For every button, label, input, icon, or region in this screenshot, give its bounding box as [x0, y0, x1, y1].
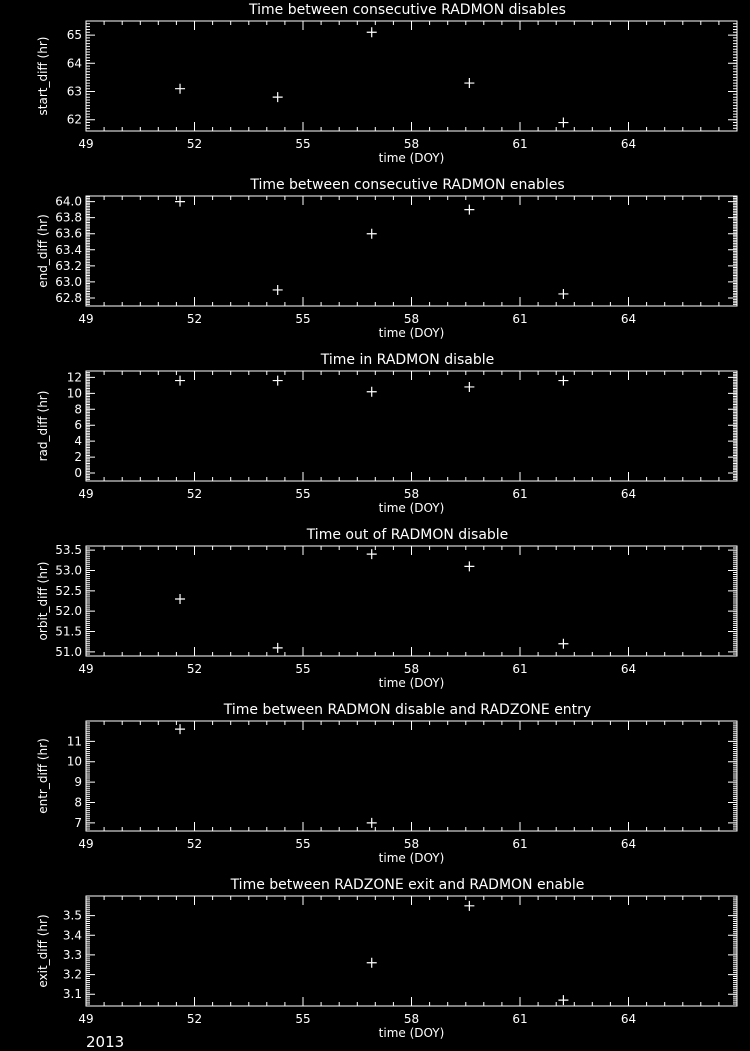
- y-tick-label: 51.5: [55, 624, 82, 639]
- y-tick-label: 52.0: [55, 604, 82, 619]
- data-point: [273, 643, 283, 653]
- y-tick-label: 10: [66, 386, 82, 401]
- y-tick-label: 3.2: [62, 967, 82, 982]
- x-axis-label: time (DOY): [378, 851, 445, 865]
- data-point: [175, 376, 185, 386]
- y-tick-label: 0: [74, 466, 82, 481]
- y-tick-label: 64.0: [55, 194, 82, 209]
- y-tick-label: 53.0: [55, 563, 82, 578]
- x-tick-label: 61: [512, 137, 528, 151]
- x-tick-label: 64: [620, 312, 637, 326]
- data-point: [175, 594, 185, 604]
- y-minor-ticks: [86, 896, 737, 1006]
- y-tick-label: 63.0: [55, 274, 82, 289]
- x-axis-label: time (DOY): [378, 151, 445, 165]
- data-point: [558, 118, 568, 128]
- x-minor-ticks: [86, 546, 737, 656]
- x-tick-label: 49: [78, 487, 94, 501]
- data-point: [367, 818, 377, 828]
- x-minor-ticks: [86, 896, 737, 1006]
- y-minor-ticks: [86, 721, 737, 831]
- data-point: [464, 382, 474, 392]
- y-tick-label: 51.0: [55, 644, 82, 659]
- y-tick-label: 63.4: [55, 242, 82, 257]
- y-tick-label: 53.5: [55, 543, 82, 558]
- chart-title: Time out of RADMON disable: [306, 527, 509, 543]
- y-tick-label: 3.3: [62, 947, 82, 962]
- chart-title: Time in RADMON disable: [320, 352, 495, 368]
- x-tick-label: 64: [620, 487, 637, 501]
- y-axis-label: end_diff (hr): [36, 214, 50, 288]
- x-tick-label: 55: [295, 137, 311, 151]
- x-tick-label: 52: [186, 662, 203, 676]
- data-point: [464, 561, 474, 571]
- y-minor-ticks: [86, 21, 737, 131]
- plot-frame: [86, 896, 737, 1006]
- data-point: [464, 901, 474, 911]
- y-tick-label: 11: [66, 734, 82, 749]
- x-tick-label: 64: [620, 137, 637, 151]
- x-minor-ticks: [86, 721, 737, 831]
- chart-panel-5: [36, 702, 737, 865]
- plot-frame: [86, 21, 737, 131]
- data-point: [558, 639, 568, 649]
- data-point: [367, 958, 377, 968]
- data-point: [175, 724, 185, 734]
- y-tick-label: 8: [74, 795, 82, 810]
- y-tick-label: 7: [74, 815, 82, 830]
- x-tick-label: 58: [403, 487, 420, 501]
- x-tick-label: 55: [295, 837, 311, 851]
- chart-panel-4: [36, 527, 737, 690]
- x-tick-label: 55: [295, 1012, 311, 1026]
- x-tick-label: 52: [186, 137, 203, 151]
- data-point: [558, 289, 568, 299]
- x-minor-ticks: [86, 196, 737, 306]
- y-axis-label: orbit_diff (hr): [36, 561, 50, 641]
- data-point: [367, 549, 377, 559]
- chart-title: Time between RADZONE exit and RADMON enable: [230, 877, 585, 893]
- x-tick-label: 58: [403, 837, 420, 851]
- x-tick-label: 49: [78, 137, 94, 151]
- x-tick-label: 52: [186, 487, 203, 501]
- data-point: [175, 84, 185, 94]
- x-axis-label: time (DOY): [378, 1026, 445, 1040]
- y-minor-ticks: [86, 546, 737, 656]
- y-tick-label: 63.6: [55, 226, 82, 241]
- x-tick-label: 49: [78, 312, 94, 326]
- chart-title: Time between RADMON disable and RADZONE entry: [223, 702, 592, 718]
- data-point: [367, 27, 377, 37]
- y-tick-label: 63.8: [55, 210, 82, 225]
- x-tick-label: 55: [295, 662, 311, 676]
- x-tick-label: 52: [186, 837, 203, 851]
- chart-panel-6: [36, 877, 737, 1040]
- y-axis-label: exit_diff (hr): [36, 914, 50, 988]
- plot-frame: [86, 721, 737, 831]
- x-tick-label: 52: [186, 1012, 203, 1026]
- y-tick-label: 3.1: [62, 987, 82, 1002]
- data-point: [464, 78, 474, 88]
- y-tick-label: 64: [66, 56, 82, 71]
- year-label: 2013: [86, 1033, 125, 1051]
- y-minor-ticks: [86, 197, 737, 306]
- y-axis-label: rad_diff (hr): [36, 390, 50, 462]
- x-tick-label: 61: [512, 662, 528, 676]
- y-tick-label: 8: [74, 402, 82, 417]
- chart-panel-2: [36, 177, 737, 340]
- data-point: [558, 376, 568, 386]
- y-tick-label: 52.5: [55, 583, 82, 598]
- chart-panel-3: [36, 352, 737, 515]
- x-minor-ticks: [86, 371, 737, 481]
- y-axis-label: start_diff (hr): [36, 36, 50, 116]
- data-point: [367, 387, 377, 397]
- x-tick-label: 61: [512, 837, 528, 851]
- x-tick-label: 61: [512, 312, 528, 326]
- data-point: [558, 995, 568, 1005]
- x-axis-label: time (DOY): [378, 676, 445, 690]
- x-tick-label: 58: [403, 312, 420, 326]
- data-point: [273, 376, 283, 386]
- plot-frame: [86, 371, 737, 481]
- plot-frame: [86, 546, 737, 656]
- chart-title: Time between consecutive RADMON enables: [250, 177, 565, 193]
- chart-title: Time between consecutive RADMON disables: [249, 2, 566, 18]
- data-point: [273, 92, 283, 102]
- x-tick-label: 49: [78, 662, 94, 676]
- x-axis-label: time (DOY): [378, 326, 445, 340]
- x-tick-label: 64: [620, 837, 637, 851]
- y-tick-label: 3.4: [62, 928, 82, 943]
- x-tick-label: 64: [620, 662, 637, 676]
- y-tick-label: 2: [74, 450, 82, 465]
- x-tick-label: 61: [512, 1012, 528, 1026]
- y-axis-label: entr_diff (hr): [36, 738, 50, 814]
- y-tick-label: 62.8: [55, 290, 82, 305]
- y-tick-label: 65: [66, 28, 82, 43]
- x-tick-label: 58: [403, 1012, 420, 1026]
- y-tick-label: 63: [66, 84, 82, 99]
- x-tick-label: 52: [186, 312, 203, 326]
- y-tick-label: 12: [66, 370, 82, 385]
- x-tick-label: 61: [512, 487, 528, 501]
- plot-frame: [86, 196, 737, 306]
- x-minor-ticks: [86, 21, 737, 131]
- y-tick-label: 4: [74, 434, 82, 449]
- y-minor-ticks: [86, 371, 737, 481]
- data-point: [273, 285, 283, 295]
- y-tick-label: 63.2: [55, 258, 82, 273]
- y-tick-label: 3.5: [62, 908, 82, 923]
- x-tick-label: 58: [403, 137, 420, 151]
- y-tick-label: 62: [66, 112, 82, 127]
- x-tick-label: 64: [620, 1012, 637, 1026]
- x-tick-label: 55: [295, 312, 311, 326]
- x-tick-label: 49: [78, 1012, 94, 1026]
- y-tick-label: 9: [74, 775, 82, 790]
- x-tick-label: 58: [403, 662, 420, 676]
- y-tick-label: 6: [74, 418, 82, 433]
- x-axis-label: time (DOY): [378, 501, 445, 515]
- data-point: [367, 229, 377, 239]
- x-tick-label: 49: [78, 837, 94, 851]
- data-point: [464, 205, 474, 215]
- y-tick-label: 10: [66, 754, 82, 769]
- x-tick-label: 55: [295, 487, 311, 501]
- chart-panel-1: [36, 2, 737, 165]
